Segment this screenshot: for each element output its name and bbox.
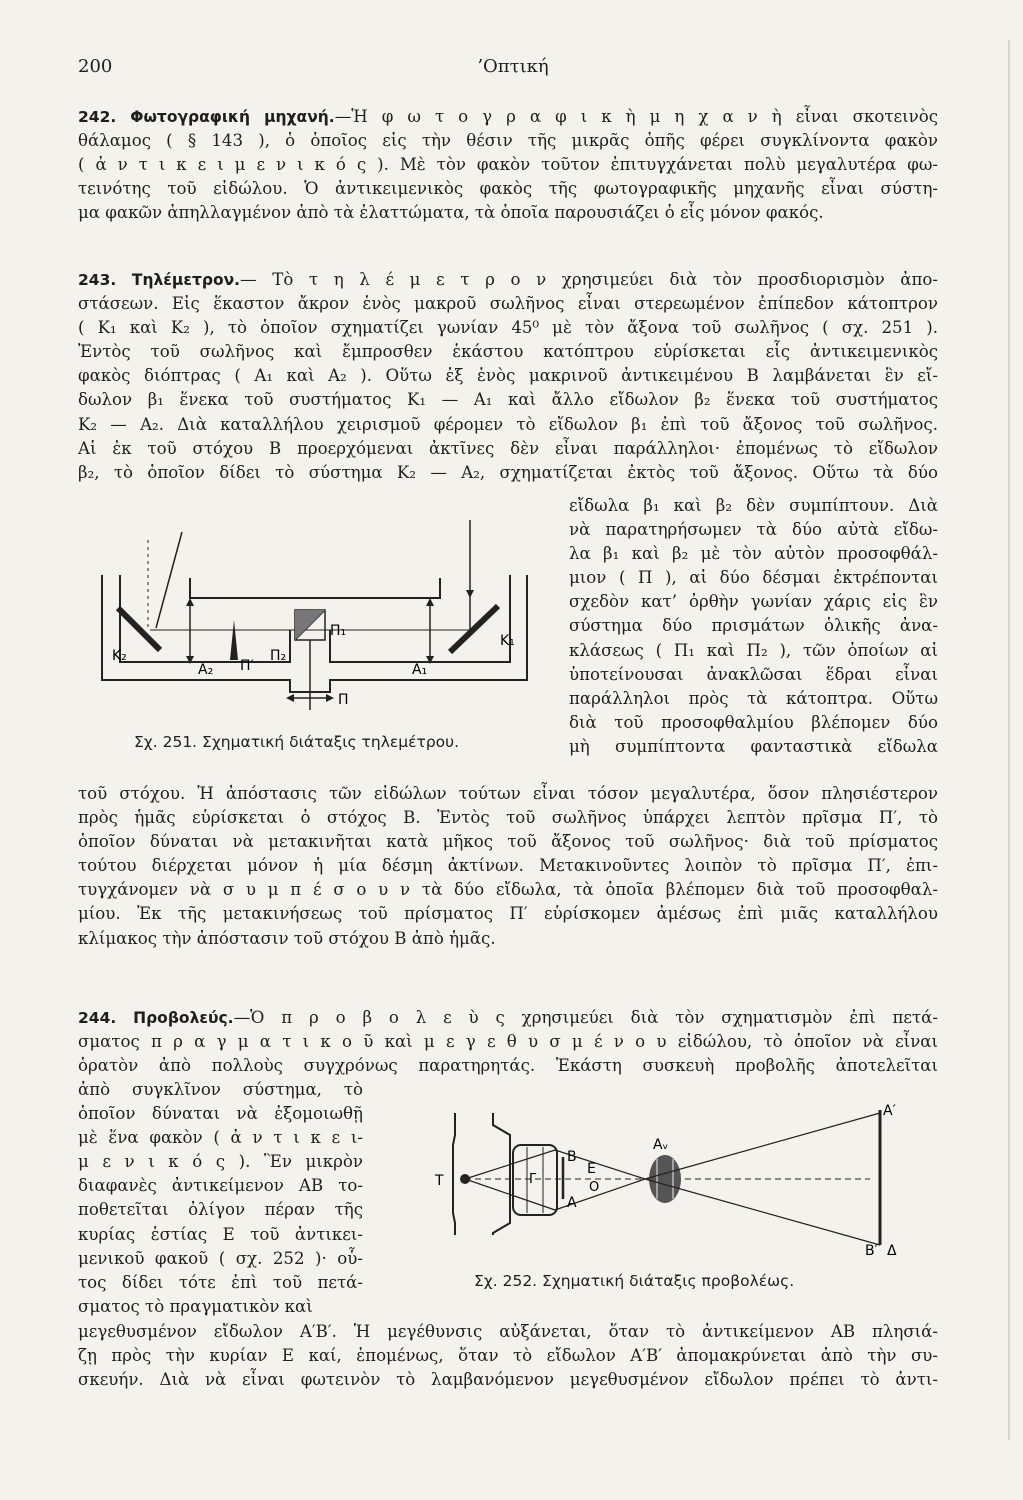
text-line: ( K₁ καὶ K₂ ), τὸ ὁποῖον σχηματίζει γωνίαν 45⁰ μὲ τὸν ἄξονα τοῦ σωλῆνος ( σχ. 251 ). [78, 318, 938, 338]
text-line: κλίμακος τὴν ἀπόστασιν τοῦ στόχου B ἀπὸ ἡμᾶς. [78, 928, 496, 948]
text-line: θάλαμος ( § 143 ), ὁ ὁποῖος εἰς τὴν θέσιν τῆς μικρᾶς ὀπῆς φέρει συγκλίνοντα φακὸν [78, 131, 938, 151]
text-line: σματος π ρ α γ μ α τ ι κ ο ῦ καὶ μ ε γ ε θ υ σ μ έ ν ο υ εἰδώλου, τὸ ὁποῖον νὰ εἶναι [78, 1032, 938, 1052]
label-k1: K₁ [500, 633, 515, 649]
text-line: 243. Τηλέμετρον.— Τὸ τ η λ έ μ ε τ ρ ο ν χρησιμεύει διὰ τὸν προσδιορισμὸν ἀπο- [78, 270, 938, 289]
label-av: Aᵥ [653, 1137, 669, 1153]
text-line: μίου. Ἐκ τῆς μετακινήσεως τοῦ πρίσματος Π′ εὑρίσκομεν ἀμέσως ἐπὶ μιᾶς καταλλήλου [78, 904, 938, 924]
text-line: τούτου διέρχεται μόνον ἡ μία δέσμη ἀκτίνων. Μετακινοῦντες λοιπὸν τὸ πρῖσμα Π′, ἐπι- [78, 856, 938, 876]
label-p: Π [338, 692, 349, 708]
figure-252-projector-diagram [405, 1095, 945, 1265]
text-line: μεγεθυσμένον εἴδωλον A′B′. Ἡ μεγέθυνσις αὐξάνεται, ὅταν τὸ ἀντικείμενον AB πλησιά- [78, 1322, 938, 1341]
mirror-k2 [118, 608, 160, 650]
section-number: 243. [78, 271, 117, 289]
objective-lens [649, 1155, 681, 1203]
text-line: σύστημα δύο πρισμάτων ὁλικῆς ἀνα- [569, 616, 938, 636]
text-line: β₂, τὸ ὁποῖον δίδει τὸ σύστημα K₂ — A₂, σχηματίζεται ἐκτὸς τοῦ ἄξονος. Οὕτω τὰ δύο [78, 462, 938, 482]
section-244-side-text [78, 1078, 363, 1319]
text-line: ὁρατὸν ἀπὸ πολλοὺς συγχρόνως παρατηρητάς. Ἑκάστη συσκευὴ προβολῆς ἀποτελεῖται [78, 1056, 938, 1076]
text-line: μὲ ἕνα φακὸν ( ἀ ν τ ι κ ε ι- [78, 1128, 363, 1148]
page-header [78, 56, 948, 80]
ray-arrow [466, 590, 474, 598]
text-line: μ ε ν ι κ ό ς ). Ἓν μικρὸν [78, 1152, 363, 1172]
text-line: τοῦ στόχου. Ἡ ἀπόστασις τῶν εἰδώλων τούτων εἶναι τόσον μεγαλυτέρα, ὅσον πλησιέστερον [78, 784, 938, 803]
text-line: νὰ παρατηρήσωμεν τὰ δύο αὐτὰ εἴδω- [569, 520, 938, 540]
section-243 [78, 268, 938, 485]
section-title: Προβολεύς. [133, 1009, 234, 1027]
text-line: τυγχάνομεν νὰ σ υ μ π έ σ ο υ ν τὰ δύο εἴδωλα, τὰ ὁποῖα βλέπομεν διὰ τοῦ προσοφθαλ- [78, 880, 938, 900]
section-242 [78, 105, 938, 225]
text-line: ὑποτείνουσαι ἀνακλῶσαι ἕδραι εἶναι [569, 664, 938, 684]
label-o: O [589, 1180, 600, 1195]
text-line: ὁποῖον δύναται νὰ μετακινῆται κατὰ μῆκος τοῦ ἄξονος τοῦ σωλῆνος· διὰ τοῦ πρίσματος [78, 832, 938, 852]
section-244-continued [78, 1320, 938, 1392]
text-line: 244. Προβολεύς.—Ὁ π ρ ο β ο λ ε ὺ ς χρησιμεύει διὰ τὸν σχηματισμὸν ἐπὶ πετά- [78, 1008, 938, 1027]
text-line: τος δίδει τότε ἐπὶ τοῦ πετά- [78, 1272, 363, 1292]
section-243-continued [78, 782, 938, 951]
text-line: λα β₁ καὶ β₂ μὲ τὸν αὐτὸν προσοφθάλ- [569, 544, 938, 564]
text-line: παράλληλοι πρὸς τὰ κάτοπτρα. Οὕτω [569, 688, 938, 708]
label-a-prime: A′ [883, 1103, 896, 1119]
text-line: σματος τὸ πραγματικὸν καὶ [78, 1296, 313, 1316]
text-line: 242. Φωτογραφική μηχανή.—Ἡ φ ω τ ο γ ρ α φ ι κ ὴ μ η χ α ν ὴ εἶναι σκοτεινὸς [78, 107, 938, 126]
text-line: δωλον β₁ ἕνεκα τοῦ συστήματος K₁ — A₁ καὶ ἄλλο εἴδωλον β₂ ἕνεκα τοῦ συστήματος [78, 390, 938, 410]
text-line: μιον ( Π ), αἱ δύο δέσμαι ἐκτρέπονται [569, 568, 938, 588]
incoming-ray-oblique [156, 532, 182, 628]
text-line: μὴ συμπίπτοντα φανταστικὰ εἴδωλα [569, 736, 938, 756]
text-line: K₂ — A₂. Διὰ καταλλήλου χειρισμοῦ φέρομεν τὸ εἴδωλον β₁ ἐπὶ τοῦ ἄξονος τοῦ σωλῆνος. [78, 414, 938, 434]
figure-251-caption: Σχ. 251. Σχηματική διάταξις τηλεμέτρου. [134, 733, 460, 751]
section-title: Τηλέμετρον. [131, 271, 241, 289]
figure-251-telemeter-diagram [90, 510, 550, 725]
section-number: 242. [78, 108, 117, 126]
label-a2: A₂ [198, 662, 214, 678]
text-line: Ἐντὸς τοῦ σωλῆνος καὶ ἔμπροσθεν ἑκάστου κατόπτρου εὑρίσκεται εἷς ἀντικειμενικὸς [78, 342, 938, 362]
text-line: ποθετεῖται ὀλίγον πέραν τῆς [78, 1200, 363, 1220]
label-p-prime: Π′ [240, 658, 254, 674]
text-line: Αἱ ἐκ τοῦ στόχου B προερχόμεναι ἀκτῖνες δὲν εἶναι παράλληλοι· ἐπομένως τὸ εἴδωλον [78, 438, 938, 458]
lamp-housing-left [453, 1113, 455, 1235]
arrow-left [286, 694, 294, 702]
projected-ray [645, 1179, 880, 1245]
prism-p2-shade [295, 610, 325, 640]
section-title: Φωτογραφική μηχανή. [130, 108, 335, 126]
text-line: διαφανὲς ἀντικείμενον AB το- [78, 1176, 363, 1196]
label-delta: Δ [887, 1243, 897, 1259]
label-k2: K₂ [112, 648, 127, 664]
thin-prism-p-prime [230, 620, 238, 660]
text-line: στάσεων. Εἰς ἕκαστον ἄκρον ἑνὸς μακροῦ σωλῆνος εἶναι στερεωμένον ἐπίπεδον κάτοπτρον [78, 294, 938, 314]
mirror-k1 [450, 606, 498, 652]
text-line: κλάσεως ( Π₁ καὶ Π₂ ), τῶν ὁποίων αἱ [569, 640, 938, 660]
text-line: τεινότης τοῦ εἰδώλου. Ὁ ἀντικειμενικὸς φακὸς τῆς φωτογραφικῆς μηχανῆς εἶναι σύστη- [78, 179, 938, 199]
label-e: E [587, 1161, 596, 1177]
text-line: πρὸς ἡμᾶς εὑρίσκεται ὁ στόχος B. Ἐντὸς τοῦ σωλῆνος ὑπάρχει λεπτὸν πρῖσμα Π′, τὸ [78, 808, 938, 828]
text-line: ἀπὸ συγκλῖνον σύστημα, τὸ [78, 1080, 363, 1099]
text-line: ( ἀ ν τ ι κ ε ι μ ε ν ι κ ό ς ). Μὲ τὸν φακὸν τοῦτον ἐπιτυγχάνεται πολὺ μεγαλυτέρα φω- [78, 155, 938, 175]
arrow-up [426, 598, 434, 606]
section-number: 244. [78, 1009, 117, 1027]
projected-ray [645, 1113, 880, 1179]
arrow-up [186, 598, 194, 606]
arrow-right [326, 694, 334, 702]
label-gamma: Γ [529, 1172, 537, 1187]
text-line: μα φακῶν ἀπηλλαγμένον ἀπὸ τὰ ἐλαττώματα, τὰ ὁποῖα παρουσιάζει ὁ εἷς μόνον φακός. [78, 203, 824, 223]
text-line: ζῃ πρὸς τὴν κυρίαν E καί, ἑπομένως, ὅταν τὸ εἴδωλον A′B′ ἀπομακρύνεται ἀπὸ τὴν συ- [78, 1346, 938, 1366]
section-244 [78, 1006, 938, 1078]
label-a: A [567, 1195, 577, 1211]
label-b-prime: B′ [865, 1243, 878, 1259]
label-t: T [435, 1173, 444, 1189]
text-line: εἴδωλα β₁ καὶ β₂ δὲν συμπίπτουν. Διὰ [569, 496, 938, 515]
lamp-housing-right [493, 1113, 510, 1235]
text-line: κυρίας ἑστίας E τοῦ ἀντικει- [78, 1224, 363, 1244]
label-p1: Π₁ [330, 623, 347, 639]
label-a1: A₁ [412, 662, 428, 678]
figure-252-caption: Σχ. 252. Σχηματική διάταξις προβολέως. [474, 1272, 795, 1290]
text-line: φακὸς διόπτρας ( A₁ καὶ A₂ ). Οὕτω ἐξ ἑνὸς μακρινοῦ ἀντικειμένου B λαμβάνεται ἓν εἴ- [78, 366, 938, 386]
page-number: 200 [78, 56, 113, 77]
tube-top-cover [190, 578, 440, 598]
text-line: ὁποῖον δύναται νὰ ἐξομοιωθῇ [78, 1104, 363, 1124]
label-p2: Π₂ [270, 648, 287, 664]
running-title: ’Οπτική [477, 56, 549, 77]
section-243-side-text [569, 494, 938, 759]
label-b: B [567, 1149, 577, 1165]
text-line: μενικοῦ φακοῦ ( σχ. 252 )· οὗ- [78, 1248, 363, 1268]
text-line: σχεδὸν κατ’ ὀρθὴν γωνίαν χάρις εἰς ἓν [569, 592, 938, 612]
text-line: διὰ τοῦ προσοφθαλμίου βλέπομεν δύο [569, 712, 938, 732]
page-binding-edge [1008, 40, 1010, 1440]
text-line: σκευήν. Διὰ νὰ εἶναι φωτεινὸν τὸ λαμβανόμενον μεγεθυσμένον εἴδωλον πρέπει τὸ ἀντι- [78, 1370, 938, 1390]
